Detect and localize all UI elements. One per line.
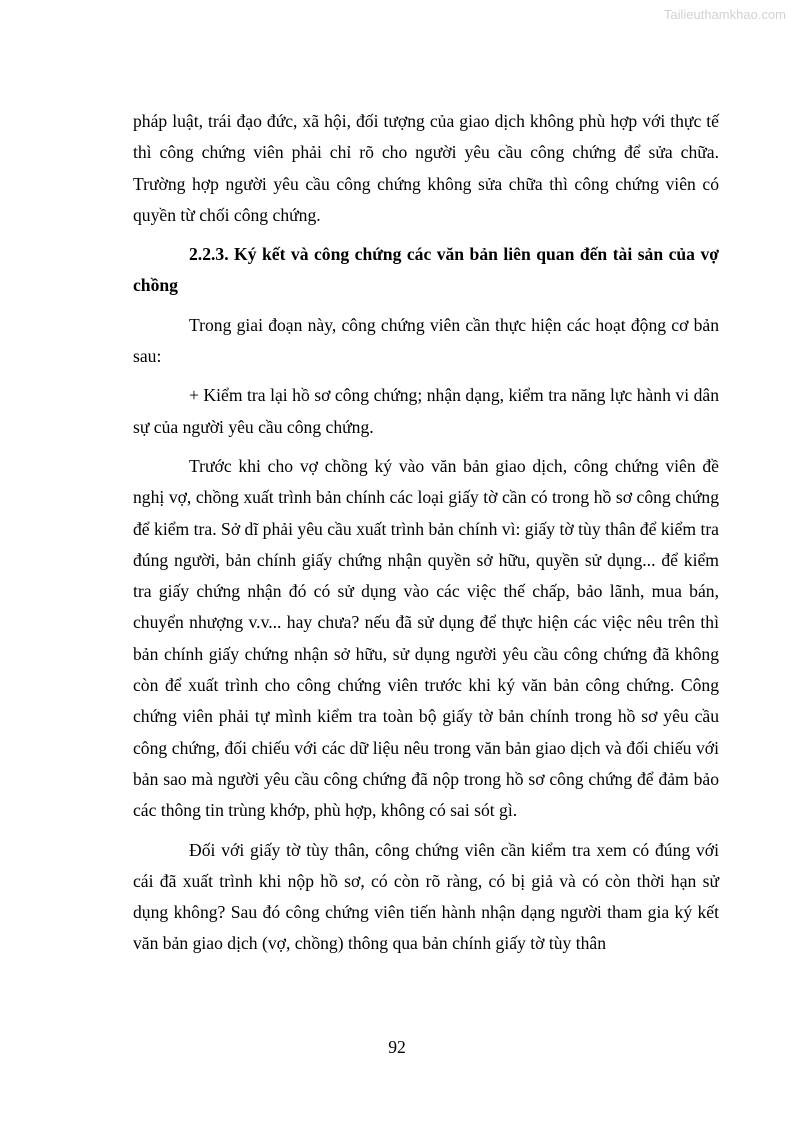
page-number: 92 xyxy=(388,1037,406,1057)
paragraph-bullet: + Kiểm tra lại hồ sơ công chứng; nhận dạng, kiểm tra năng lực hành vi dân sự của người yêu cầu công chứng. xyxy=(133,385,719,437)
paragraph-continuation: pháp luật, trái đạo đức, xã hội, đối tượng của giao dịch không phù hợp với thực tế thì công chứng viên phải chỉ rõ cho người yêu cầu công chứng để sửa chữa. Trường hợp người yêu cầu công chứng không sửa chữa thì công chứng viên có quyền từ chối công chứng. xyxy=(133,111,719,225)
section-heading: 2.2.3. Ký kết và công chứng các văn bản liên quan đến tài sản của vợ chồng xyxy=(133,244,719,296)
page-body xyxy=(133,106,719,960)
paragraph-identity-check: Đối với giấy tờ tùy thân, công chứng viên cần kiểm tra xem có đúng với cái đã xuất trình khi nộp hồ sơ, có còn rõ ràng, có bị giả và có còn thời hạn sử dụng không? Sau đó công chứng viên tiến hành nhận dạng người tham gia ký kết văn bản giao dịch (vợ, chồng) thông qua bản chính giấy tờ tùy thân xyxy=(133,839,719,954)
watermark: Tailieuthamkhao.com xyxy=(663,7,786,22)
paragraph-body: Trước khi cho vợ chồng ký vào văn bản giao dịch, công chứng viên đề nghị vợ, chồng xuất trình bản chính các loại giấy tờ cần có trong hồ sơ công chứng để kiểm tra. Sở dĩ phải yêu cầu xuất trình bản chính vì: giấy tờ tùy thân để kiểm tra đúng người, bản chính giấy chứng nhận quyền sở hữu, quyền sử dụng... để kiểm tra giấy chứng nhận đó có sử dụng vào các việc thế chấp, bảo lãnh, mua bán, chuyển nhượng v.v... hay chưa? nếu đã sử dụng để thực hiện các việc nêu trên thì bản chính giấy chứng nhận sở hữu, sử dụng người yêu cầu công chứng đã không còn để xuất trình cho công chứng viên trước khi ký văn bản công chứng. Công chứng viên phải tự mình kiểm tra toàn bộ giấy tờ bản chính trong hồ sơ yêu cầu công chứng, đối chiếu với các dữ liệu nêu trong văn bản giao dịch và đối chiếu với bản sao mà người yêu cầu công chứng đã nộp trong hồ sơ công chứng để đảm bảo các thông tin trùng khớp, phù hợp, không có sai sót gì. xyxy=(133,455,719,821)
paragraph-intro: Trong giai đoạn này, công chứng viên cần thực hiện các hoạt động cơ bản sau: xyxy=(133,314,719,367)
